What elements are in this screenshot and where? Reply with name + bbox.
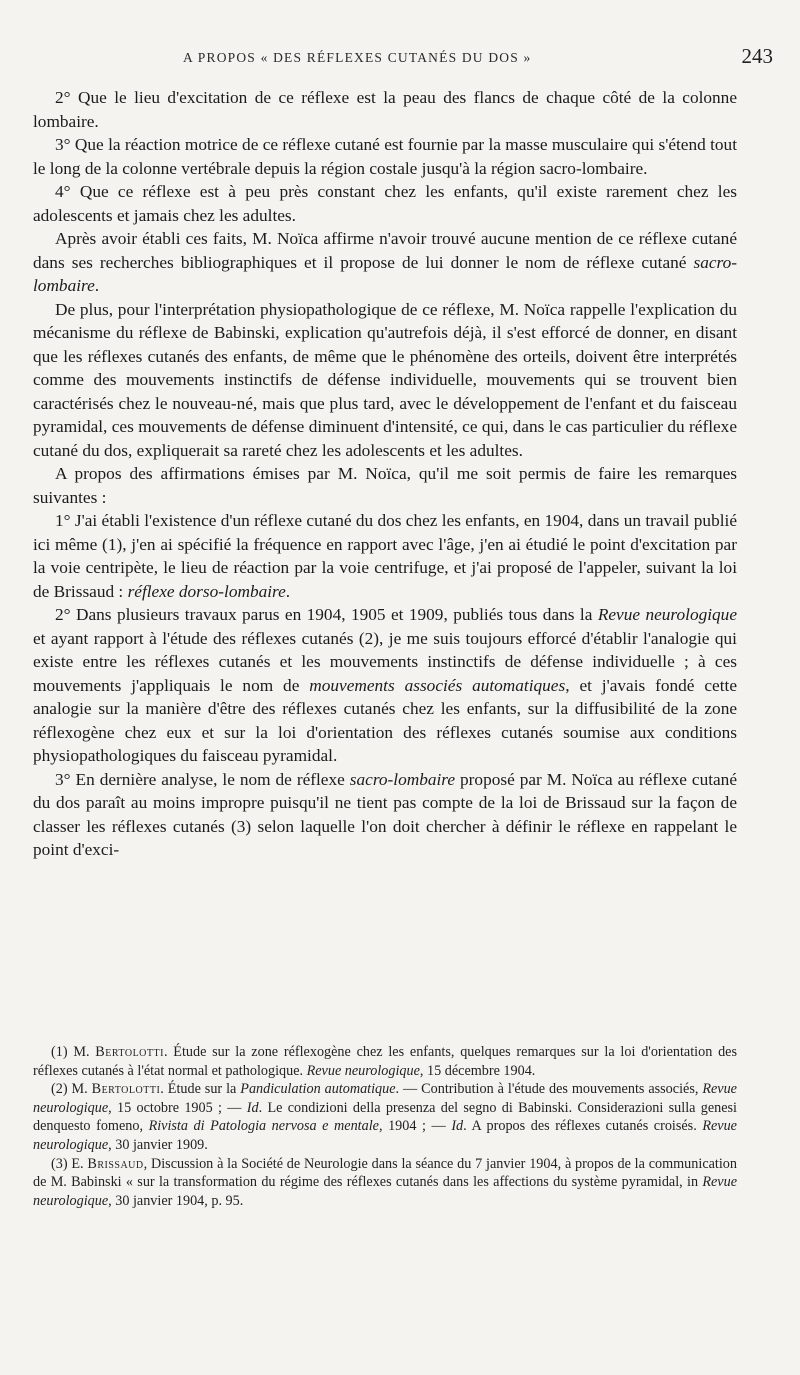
text-run: 3° Que la réaction motrice de ce réflexe cutané est fournie par la masse musculaire qui s'étend tout le long de la colonne vertébrale depuis la région costale jusqu'à la région sacro-lombaire. [33,135,737,178]
journal-title: Revue neurologique [33,1081,737,1116]
author-name: Bertolotti [91,1081,161,1098]
text-run: . [94,276,100,295]
text-run: De plus, pour l'interprétation physiopathologique de ce réflexe, M. Noïca rappelle l'explication du mécanisme du réflexe de Babinski, explication qu'autrefois déjà, il s'est efforcé de donner, en disant que les réflexes cutanés des enfants, de même que le phénomène des orteils, doivent être interprétés comme des mouvements instinctifs de défense individuelle, mouvements qui se trouvent bien caractérisés chez le nouveau-né, mais que plus tard, avec le développement de l'enfant et du faisceau pyramidal, ces mouvements de défense diminuent d'intensité, ce qui, dans le cas particulier du réflexe cutané du dos, expliquerait sa rareté chez les adolescents et les adultes. [33,299,737,460]
paragraph [33,603,737,768]
text-run: 4° Que ce réflexe est à peu près constant chez les enfants, qu'il existe rarement chez les adolescents et jamais chez les adultes. [33,182,737,225]
paragraph [33,180,737,227]
author-name: Bertolotti [95,1044,164,1060]
text-run: 1° J'ai établi l'existence d'un réflexe cutané du dos chez les enfants, en 1904, dans un travail publié ici même (1), j'en ai spécifié la fréquence en rapport avec l'âge, j'en ai étudié le point d'excitation par la voie centripète, le lieu de réaction par la voie centrifuge, et j'ai proposé de l'appeler, suivant la loi de Brissaud : [33,511,737,601]
paragraph [33,86,737,133]
text-run: . A propos des réflexes cutanés croisés. [463,1118,703,1135]
text-run: . [285,581,291,601]
paragraph [33,227,737,298]
text-run: . Étude sur la [160,1081,241,1098]
paragraph [33,462,737,509]
text-run: A propos des affirmations émises par M. Noïca, qu'il me soit permis de faire les remarques suivantes : [33,464,737,507]
text-run: 2° Dans plusieurs travaux parus en 1904, 1905 et 1909, publiés tous dans la [55,605,598,624]
text-run: (1) M. [51,1044,96,1060]
text-run: , 1904 ; — [378,1118,452,1135]
text-run: . Le condizioni della presenza del segno di Babinski. Considerazioni sulla genesi denquesto fomeno, [33,1099,737,1135]
paragraph [33,768,737,862]
footnote [33,1080,737,1154]
text-run: 3° En dernière analyse, le nom de réflexe [55,769,350,789]
work-title: Pandiculation automatique [240,1081,396,1098]
text-run: , 15 décembre 1904. [419,1062,536,1079]
journal-title: Revue neurologique [33,1118,737,1153]
journal-title: Revue neurologique [33,1174,737,1209]
text-run: , et j'avais fondé cette analogie sur la manière d'être des réflexes cutanés chez les enfants, sur la diffusibilité de la zone réflexogène chez eux et sur la loi d'orientation des réflexes cutanés soumise aux conditions physiopathologiques du faisceau pyramidal. [33,675,737,765]
italic-term: sacro-lombaire [349,769,456,789]
footnote [33,1043,737,1080]
text-run: , 30 janvier 1904, p. 95. [108,1192,244,1209]
ibid-marker: Id [246,1099,259,1116]
text-run: . — Contribution à l'étude des mouvements associés, [395,1081,703,1098]
footnote [33,1155,737,1211]
text-run: Après avoir établi ces faits, M. Noïca affirme n'avoir trouvé aucune mention de ce réflexe cutané dans ses recherches bibliographiques et il propose de lui donner le nom de réflexe cutané [33,229,737,272]
text-run: . Étude sur la zone réflexogène chez les enfants, quelques remarques sur la loi d'orientation des réflexes cutanés à l'état normal et pathologique. [33,1044,737,1079]
journal-title: Rivista di Patologia nervosa e mentale [148,1118,379,1135]
text-run: , Discussion à la Société de Neurologie dans la séance du 7 janvier 1904, à propos de la communication de M. Babinski « sur la transformation du régime des réflexes cutanés dans les affections du système pyramidal, in [33,1155,737,1191]
paragraph [33,133,737,180]
text-run: proposé par M. Noïca au réflexe cutané du dos paraît au moins impropre puisqu'il ne tient pas compte de la loi de Brissaud sur la façon de classer les réflexes cutanés (3) selon laquelle l'on doit chercher à définir le réflexe en rappelant le point d'exci- [33,769,737,859]
running-title: A PROPOS « DES RÉFLEXES CUTANÉS DU DOS » [183,50,532,65]
italic-term: Revue neurologique [597,605,737,624]
paragraph [33,509,737,603]
italic-term: mouvements associés automatiques [309,675,566,695]
text-run: (2) M. [51,1081,92,1098]
italic-term: sacro-lombaire [33,252,737,295]
text-run: , 15 octobre 1905 ; — [108,1099,247,1116]
footnotes [33,1043,737,1210]
italic-term: réflexe dorso-lombaire [127,581,286,601]
ibid-marker: Id [451,1118,464,1135]
text-run: et ayant rapport à l'étude des réflexes cutanés (2), je me suis toujours efforcé d'établir l'analogie qui existe entre les réflexes cutanés et les mouvements instinctifs de défense individuelle ; à ces mouvements j'appliquais le nom de [33,628,737,695]
page-number: 243 [741,44,773,68]
text-run: (3) E. [51,1155,88,1172]
text-run: 2° Que le lieu d'excitation de ce réflexe est la peau des flancs de chaque côté de la colonne lombaire. [33,88,737,131]
page-header [33,44,773,74]
journal-title: Revue neurologique [306,1062,420,1079]
paragraph [33,298,737,463]
body-text [33,86,737,862]
text-run: , 30 janvier 1909. [108,1136,208,1153]
author-name: Brissaud [87,1155,144,1172]
